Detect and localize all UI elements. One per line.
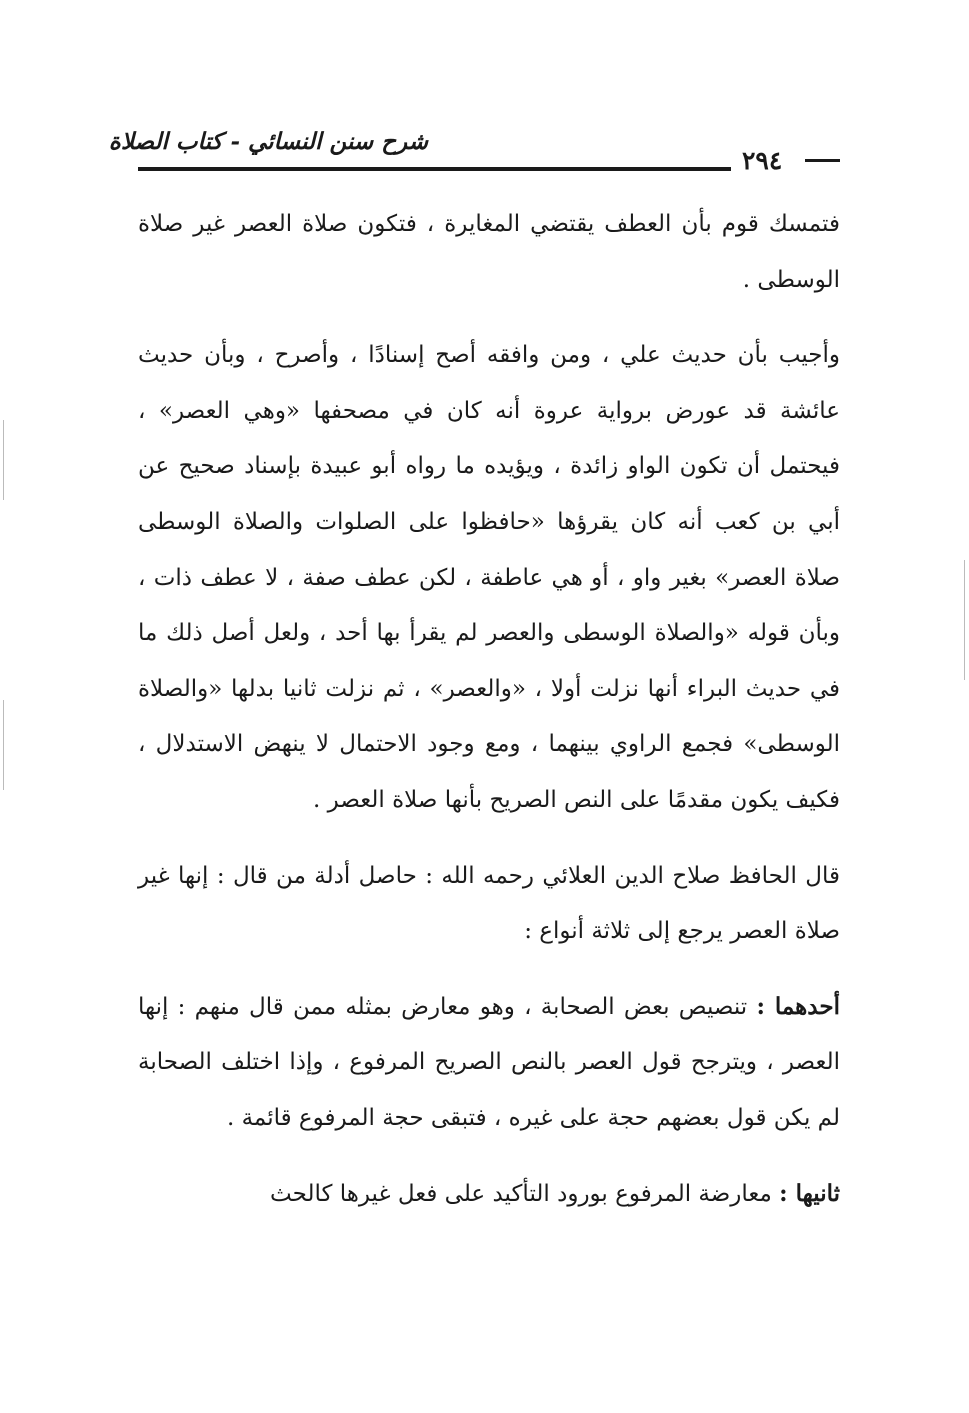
paragraph-text: وأجيب بأن حديث علي ، ومن وافقه أصح إسنادًا ، وأصرح ، وبأن حديث عائشة قد عورض برواية عروة أنه كان في مصحفها «وهي العصر» ، فيحتمل أن تكون الواو زائدة ، ويؤيده ما رواه أبو عبيدة بإسناد صحيح عن أبي بن كعب أنه كان يقرؤها «حافظوا على الصلوات والصلاة الوسطى صلاة العصر» بغير واو ، أو هي عاطفة ، لكن عطف صفة ، لا عطف ذات ، وبأن قوله «والصلاة الوسطى والعصر لم يقرأ بها أحد ، ولعل أصل ذلك ما في حديث البراء أنها نزلت أولا ، «والعصر» ، ثم نزلت ثانيا بدلها «والصلاة الوسطى» فجمع الراوي بينهما ، ومع وجود الاحتمال لا ينهض الاستدلال ، فكيف يكون مقدمًا على النص الصريح بأنها صلاة العصر .: [138, 342, 840, 813]
paragraph-1: [138, 196, 840, 308]
paragraph-4: [138, 979, 840, 1147]
scan-edge-mark: [964, 560, 965, 680]
paragraph-3: [138, 848, 840, 960]
paragraph-text: تنصيص بعض الصحابة ، وهو معارض بمثله ممن قال منهم : إنها العصر ، ويترجح قول العصر بالنص الصريح المرفوع ، وإذا اختلف الصحابة لم يكن قول بعضهم حجة على غيره ، فتبقى حجة المرفوع قائمة .: [138, 993, 840, 1131]
body-text: [138, 196, 840, 1241]
page-header: [108, 126, 840, 182]
paragraph-lead: أحدهما :: [756, 992, 840, 1020]
paragraph-2: [138, 327, 840, 828]
paragraph-text: فتمسك قوم بأن العطف يقتضي المغايرة ، فتكون صلاة العصر غير صلاة الوسطى .: [138, 211, 840, 293]
scan-edge-mark: [3, 420, 4, 500]
paragraph-text: معارضة المرفوع بورود التأكيد على فعل غيرها كالحث: [270, 1180, 772, 1207]
paragraph-5: [138, 1166, 840, 1223]
scan-edge-mark: [3, 700, 4, 790]
paragraph-text: قال الحافظ صلاح الدين العلائي رحمه الله : حاصل أدلة من قال : إنها غير صلاة العصر يرجع إلى ثلاثة أنواع :: [138, 862, 840, 945]
page-number: ٢٩٤: [742, 146, 783, 175]
running-title: شرح سنن النسائي - كتاب الصلاة: [108, 128, 428, 155]
paragraph-lead: ثانيها :: [779, 1179, 840, 1207]
page-number-dash: [805, 159, 840, 162]
header-rule: [138, 167, 731, 171]
